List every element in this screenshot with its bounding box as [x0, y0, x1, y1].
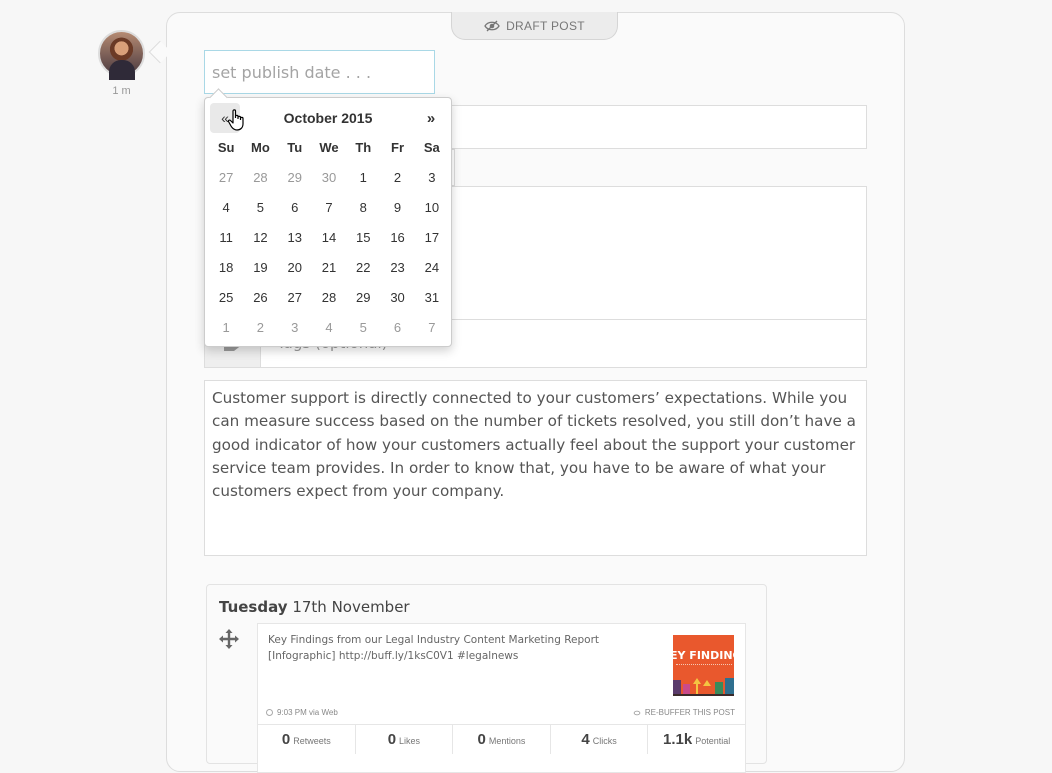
- rebuffer-link[interactable]: [633, 708, 735, 717]
- thumbnail-illustration: [673, 676, 734, 696]
- prev-month-label: «: [221, 110, 229, 126]
- calendar-day-outside-month[interactable]: 6: [393, 319, 402, 335]
- stat-value: 0: [477, 731, 486, 748]
- calendar-week-row: [209, 252, 449, 282]
- stat-clicks: [551, 725, 649, 754]
- stat-retweets: [258, 725, 356, 754]
- calendar-day[interactable]: 31: [424, 289, 440, 305]
- calendar-day-outside-month[interactable]: 29: [287, 169, 302, 185]
- calendar-day[interactable]: 11: [219, 229, 233, 245]
- update-thumbnail[interactable]: [670, 635, 742, 696]
- post-time-ago: 1 m: [112, 85, 131, 97]
- calendar-day-outside-month[interactable]: 2: [256, 319, 265, 335]
- stat-value: 1.1k: [663, 731, 693, 748]
- calendar-day[interactable]: 10: [424, 199, 440, 215]
- calendar-day[interactable]: 4: [222, 199, 230, 215]
- calendar-day[interactable]: 20: [287, 259, 302, 275]
- calendar-day[interactable]: 28: [321, 289, 337, 305]
- weekday-label: Th: [355, 139, 372, 155]
- datepicker-month-title[interactable]: October 2015: [283, 110, 373, 126]
- calendar-day[interactable]: 29: [356, 289, 371, 305]
- clock-icon: [266, 709, 273, 716]
- calendar-day-outside-month[interactable]: 4: [325, 319, 333, 335]
- calendar-day[interactable]: 2: [393, 169, 402, 185]
- calendar-day-outside-month[interactable]: 27: [218, 169, 234, 185]
- calendar-day[interactable]: 8: [359, 199, 367, 215]
- update-stats: [258, 724, 745, 754]
- buffer-update-card[interactable]: [257, 623, 746, 773]
- weekday-label: Su: [217, 139, 235, 155]
- weekday-header-row: [209, 132, 449, 162]
- rebuffer-label: RE-BUFFER THIS POST: [644, 708, 735, 717]
- calendar-day[interactable]: 13: [287, 229, 302, 245]
- weekday-label: Sa: [423, 139, 440, 155]
- calendar-day[interactable]: 16: [390, 229, 405, 245]
- thumbnail-subtitle-lines: [676, 664, 732, 670]
- calendar-day[interactable]: 22: [356, 259, 371, 275]
- eye-slash-icon: [484, 20, 500, 32]
- queue-date-text: 17th November: [292, 598, 410, 616]
- calendar-day[interactable]: 19: [253, 259, 268, 275]
- stat-label: Clicks: [592, 736, 617, 746]
- calendar-week-row: [209, 192, 449, 222]
- move-icon[interactable]: [219, 629, 239, 649]
- datepicker-popup: [204, 97, 452, 347]
- calendar-day[interactable]: 21: [321, 259, 337, 275]
- publish-date-input[interactable]: [204, 50, 435, 94]
- calendar-week-row: [209, 282, 449, 312]
- calendar-day[interactable]: 14: [321, 229, 337, 245]
- calendar-day-outside-month[interactable]: 7: [428, 319, 436, 335]
- update-time: 9:03 PM via Web: [277, 708, 338, 717]
- stat-potential: [648, 725, 745, 754]
- queue-preview: [206, 584, 767, 764]
- calendar-day[interactable]: 7: [325, 199, 333, 215]
- calendar-week-row: [209, 162, 449, 192]
- calendar-day[interactable]: 30: [390, 289, 405, 305]
- calendar-day[interactable]: 6: [291, 199, 299, 215]
- calendar-day[interactable]: 17: [424, 229, 440, 245]
- thumbnail-title: EY FINDING: [670, 649, 742, 662]
- calendar-day[interactable]: 18: [218, 259, 234, 275]
- weekday-label: Tu: [287, 139, 303, 155]
- calendar-day[interactable]: 23: [390, 259, 405, 275]
- calendar-body: [209, 162, 449, 342]
- calendar-grid: [209, 132, 449, 342]
- queue-date: [219, 598, 410, 616]
- stat-label: Potential: [695, 736, 731, 746]
- calendar-day[interactable]: 15: [356, 229, 371, 245]
- calendar-day[interactable]: 12: [253, 229, 268, 245]
- draft-post-badge: [451, 12, 618, 40]
- calendar-day[interactable]: 24: [424, 259, 440, 275]
- calendar-day[interactable]: 26: [253, 289, 268, 305]
- stat-label: Likes: [399, 736, 421, 746]
- calendar-day-outside-month[interactable]: 3: [291, 319, 299, 335]
- stat-mentions: [453, 725, 551, 754]
- stat-value: 4: [581, 731, 590, 748]
- calendar-day-outside-month[interactable]: 5: [359, 319, 367, 335]
- stat-label: Retweets: [293, 736, 331, 746]
- calendar-day[interactable]: 25: [218, 289, 234, 305]
- calendar-day[interactable]: 1: [359, 169, 367, 185]
- weekday-label: Mo: [251, 139, 270, 155]
- calendar-week-row: [209, 222, 449, 252]
- calendar-day-outside-month[interactable]: 28: [253, 169, 268, 185]
- queue-day: Tuesday: [219, 598, 288, 616]
- calendar-week-row: [209, 312, 449, 342]
- calendar-day[interactable]: 3: [428, 169, 436, 185]
- calendar-day-outside-month[interactable]: 30: [321, 169, 337, 185]
- hand-cursor-icon: [227, 108, 247, 132]
- update-text: Key Findings from our Legal Industry Content Marketing Report [Infographic] http://buff.ly/1ksC0V1 #legalnews: [268, 634, 600, 662]
- update-meta: [266, 708, 338, 717]
- stat-value: 0: [281, 731, 291, 748]
- calendar-day[interactable]: 5: [256, 199, 265, 215]
- datepicker-header: [209, 102, 447, 132]
- weekday-label: Fr: [391, 139, 405, 155]
- next-month-button[interactable]: »: [426, 110, 436, 127]
- avatar[interactable]: [98, 30, 145, 77]
- stat-value: 0: [387, 731, 397, 748]
- rebuffer-icon: [633, 710, 641, 716]
- draft-post-label: DRAFT POST: [506, 18, 585, 33]
- calendar-day[interactable]: 27: [287, 289, 302, 305]
- post-content-textarea[interactable]: Customer support is directly connected to your customers’ expectations. While you can measure success based on the number of tickets resolved, you still don’t have a good indicator of how your customers actually feel about the support your customer service team provides. In order to know that, you have to be aware of what your customers expect from your company.: [204, 380, 867, 556]
- calendar-day[interactable]: 9: [393, 199, 402, 215]
- stat-likes: [356, 725, 454, 754]
- weekday-label: We: [319, 139, 339, 155]
- calendar-day-outside-month[interactable]: 1: [222, 319, 230, 335]
- stat-label: Mentions: [488, 736, 526, 746]
